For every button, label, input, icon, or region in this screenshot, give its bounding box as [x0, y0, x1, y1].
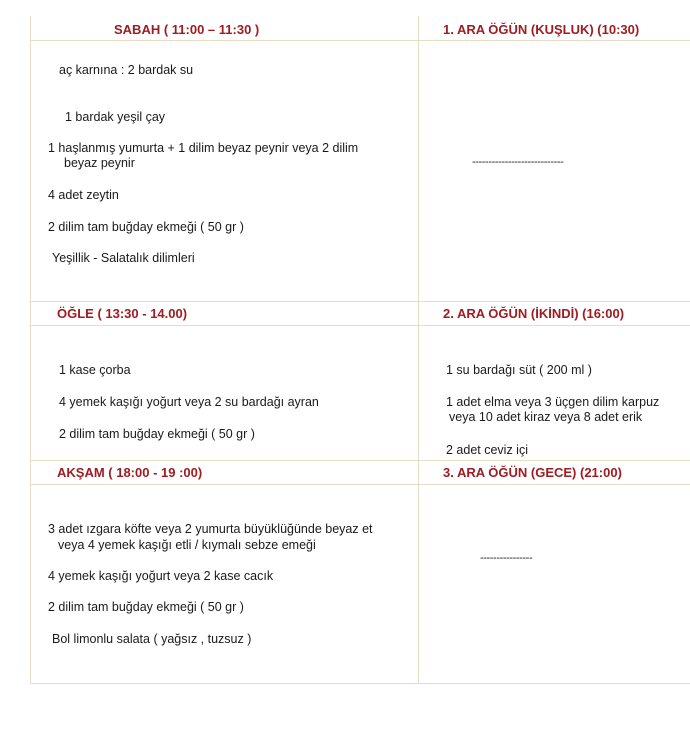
lunch-item-1: 4 yemek kaşığı yoğurt veya 2 su bardağı ayran — [59, 395, 319, 409]
snack2-item-3: 2 adet ceviz içi — [446, 443, 528, 457]
breakfast-item-3: beyaz peynir — [64, 156, 135, 170]
snack1-placeholder: ---------------------------- — [472, 156, 564, 168]
lunch-title: ÖĞLE ( 13:30 - 14.00) — [57, 306, 188, 321]
dinner-item-1: veya 4 yemek kaşığı etli / kıymalı sebze emeği — [58, 538, 316, 552]
dinner-item-2: 4 yemek kaşığı yoğurt veya 2 kase cacık — [48, 569, 274, 583]
row-divider — [31, 40, 690, 41]
breakfast-title: SABAH ( 11:00 – 11:30 ) — [114, 22, 260, 37]
column-divider — [418, 16, 419, 683]
lunch-item-0: 1 kase çorba — [59, 363, 131, 377]
row-divider — [31, 325, 690, 326]
breakfast-item-1: 1 bardak yeşil çay — [65, 110, 166, 124]
snack2-title: 2. ARA ÖĞÜN (İKİNDİ) (16:00) — [443, 306, 625, 321]
row-divider — [31, 301, 690, 302]
breakfast-item-2: 1 haşlanmış yumurta + 1 dilim beyaz peynir veya 2 dilim — [48, 141, 359, 155]
dinner-title: AKŞAM ( 18:00 - 19 :00) — [57, 465, 203, 480]
snack2-item-2: veya 10 adet kiraz veya 8 adet erik — [449, 410, 643, 424]
breakfast-item-6: Yeşillik - Salatalık dilimleri — [52, 251, 195, 265]
snack2-item-1: 1 adet elma veya 3 üçgen dilim karpuz — [446, 395, 660, 409]
snack2-item-0: 1 su bardağı süt ( 200 ml ) — [446, 363, 592, 377]
snack1-title: 1. ARA ÖĞÜN (KUŞLUK) (10:30) — [443, 22, 640, 37]
lunch-item-2: 2 dilim tam buğday ekmeği ( 50 gr ) — [59, 427, 255, 441]
breakfast-item-0: aç karnına : 2 bardak su — [59, 63, 194, 77]
dinner-item-3: 2 dilim tam buğday ekmeği ( 50 gr ) — [48, 600, 244, 614]
snack3-title: 3. ARA ÖĞÜN (GECE) (21:00) — [443, 465, 622, 480]
breakfast-item-5: 2 dilim tam buğday ekmeği ( 50 gr ) — [48, 220, 244, 234]
row-divider — [31, 484, 690, 485]
row-divider — [31, 460, 690, 461]
dinner-item-0: 3 adet ızgara köfte veya 2 yumurta büyüklüğünde beyaz et — [48, 522, 373, 536]
dinner-item-4: Bol limonlu salata ( yağsız , tuzsuz ) — [52, 632, 252, 646]
snack3-placeholder: ---------------- — [480, 552, 533, 564]
breakfast-item-4: 4 adet zeytin — [48, 188, 119, 202]
